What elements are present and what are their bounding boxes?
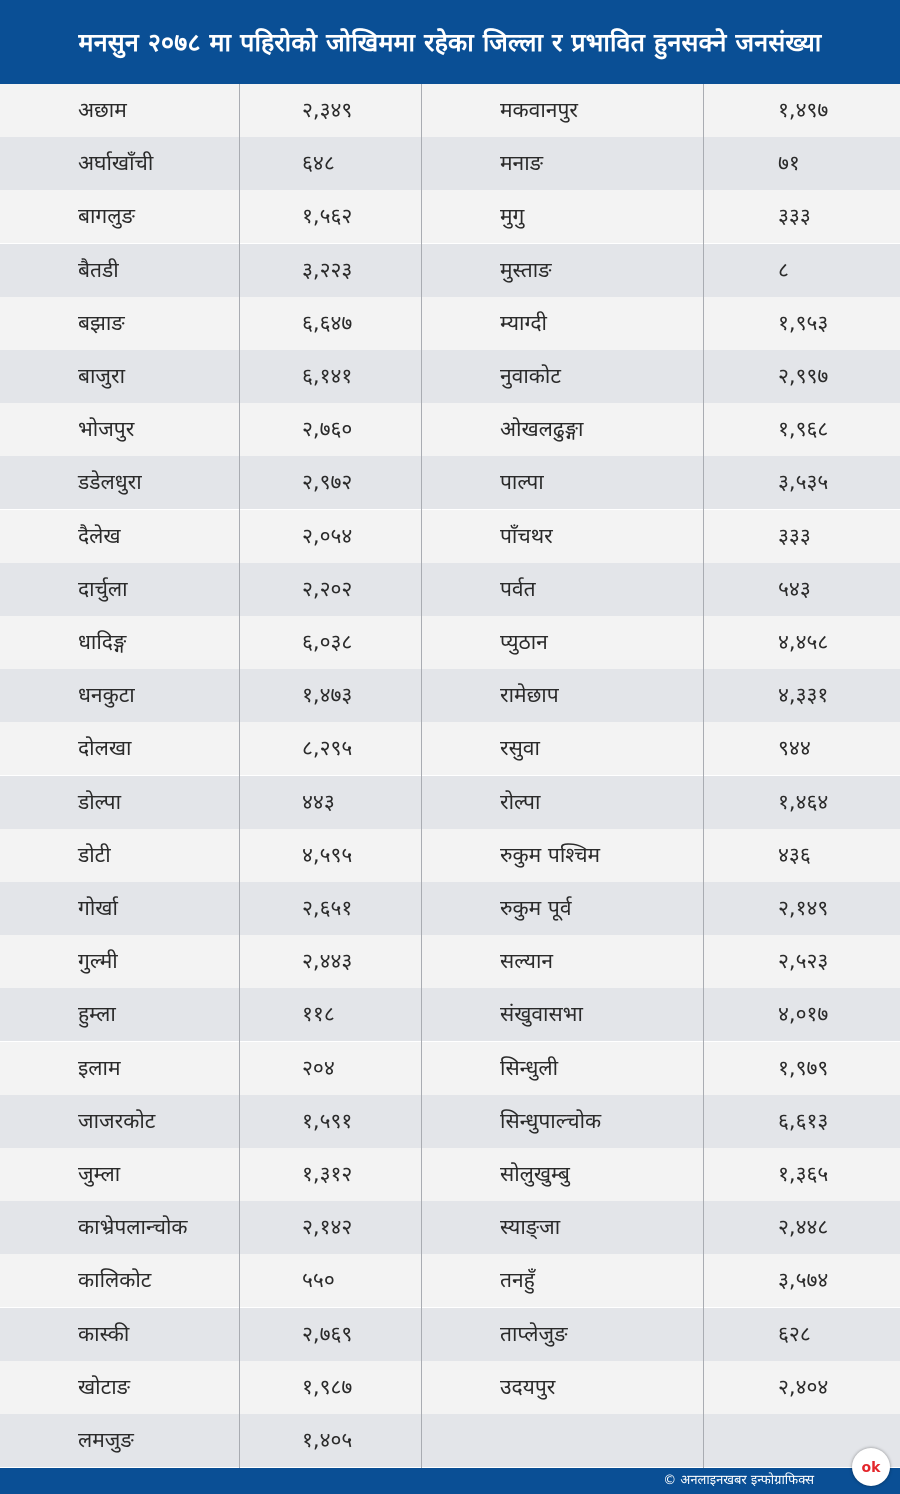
population-value: २,७६९ <box>302 1321 353 1346</box>
onlinekhabar-logo <box>852 1448 890 1486</box>
logo-mark-icon <box>857 1459 885 1475</box>
table-row <box>0 137 900 190</box>
district-name: हुम्ला <box>78 1002 116 1027</box>
population-value: ६,१४१ <box>302 364 353 388</box>
population-value: ३,५३५ <box>778 470 829 495</box>
footer-bar <box>0 1468 900 1494</box>
district-name: भोजपुर <box>78 417 135 442</box>
district-name: जाजरकोट <box>78 1108 156 1133</box>
population-value: १,५९१ <box>302 1108 353 1133</box>
district-name: दार्चुला <box>78 576 128 601</box>
district-name: जुम्ला <box>78 1162 121 1186</box>
table-row <box>0 350 900 403</box>
table-row <box>0 935 900 988</box>
table-row <box>0 1095 900 1148</box>
population-value: १,९७९ <box>778 1055 829 1080</box>
population-value: ७१ <box>778 151 800 176</box>
district-name: सिन्धुपाल्चोक <box>500 1108 602 1133</box>
population-value: ३,५७४ <box>778 1268 829 1293</box>
district-name: इलाम <box>78 1055 121 1080</box>
district-name: स्याङ्जा <box>500 1215 561 1240</box>
population-value: ८ <box>778 257 789 282</box>
population-value: २,१४२ <box>302 1215 353 1240</box>
population-value: ४,४५८ <box>778 630 829 654</box>
district-name: रुकुम पूर्व <box>500 896 572 920</box>
population-value: २,२०२ <box>302 576 353 601</box>
table-row <box>0 776 900 829</box>
district-name: डोल्पा <box>78 789 122 814</box>
title-bar <box>0 0 900 84</box>
population-value: ३३३ <box>778 523 811 548</box>
population-value: २,९९७ <box>778 364 829 388</box>
district-name: कालिकोट <box>78 1268 152 1293</box>
table-row <box>0 988 900 1041</box>
district-name: पाँचथर <box>500 523 553 548</box>
district-name: प्युठान <box>500 630 548 654</box>
population-value: १,४६४ <box>778 789 829 814</box>
district-name: दोलखा <box>78 736 132 761</box>
population-value: २,३४९ <box>302 98 353 122</box>
district-name: काभ्रेपलान्चोक <box>78 1215 188 1240</box>
district-name: नुवाकोट <box>500 364 561 388</box>
population-value: १,३१२ <box>302 1162 353 1186</box>
population-value: ४,५९५ <box>302 842 353 867</box>
logo-text: ok <box>861 1460 881 1475</box>
district-name: धादिङ्ग <box>78 630 127 654</box>
district-name: पाल्पा <box>500 470 544 495</box>
district-name: गुल्मी <box>78 949 118 974</box>
population-value: २०४ <box>302 1055 335 1080</box>
population-value: १,४९७ <box>778 98 829 122</box>
district-name: लमजुङ <box>78 1428 134 1452</box>
district-name: ओखलढुङ्गा <box>500 417 584 442</box>
population-value: २,४४८ <box>778 1215 829 1240</box>
population-value: ६,६४७ <box>302 310 353 335</box>
table-row <box>0 244 900 297</box>
district-name: मकवानपुर <box>500 98 578 122</box>
district-name: मुस्ताङ <box>500 257 552 282</box>
population-value: १,३६५ <box>778 1162 829 1186</box>
population-value: १,४०५ <box>302 1428 353 1452</box>
population-value: ४४३ <box>302 789 335 814</box>
district-name: रसुवा <box>500 736 540 761</box>
district-name: बागलुङ <box>78 204 135 229</box>
table-row <box>0 403 900 456</box>
population-value: १,९८७ <box>302 1374 353 1399</box>
population-value: ३,२२३ <box>302 257 353 282</box>
population-value: २,९७२ <box>302 470 353 495</box>
column-divider <box>239 84 240 1468</box>
district-name: धनकुटा <box>78 683 135 708</box>
table-row <box>0 1042 900 1095</box>
table-row <box>0 1414 900 1467</box>
district-name: सोलुखुम्बु <box>500 1162 570 1186</box>
district-name: तनहुँ <box>500 1268 535 1293</box>
table-row <box>0 1148 900 1201</box>
population-value: ४,३३१ <box>778 683 829 708</box>
population-value: ६,०३८ <box>302 630 353 654</box>
population-value: ९४४ <box>778 736 811 761</box>
population-value: ३३३ <box>778 204 811 229</box>
table-row <box>0 1361 900 1414</box>
table-row <box>0 510 900 563</box>
district-name: सल्यान <box>500 949 554 974</box>
district-name: म्याग्दी <box>500 310 547 335</box>
population-value: ४३६ <box>778 842 811 867</box>
population-value: २,४४३ <box>302 949 353 974</box>
population-value: १,४७३ <box>302 683 353 708</box>
population-value: २,०५४ <box>302 523 353 548</box>
population-value: २,६५१ <box>302 896 353 920</box>
district-name: मनाङ <box>500 151 544 176</box>
district-name: रामेछाप <box>500 683 559 708</box>
district-name: मुगु <box>500 204 525 229</box>
district-name: अर्घाखाँची <box>78 151 154 176</box>
table-row <box>0 84 900 137</box>
population-value: ११८ <box>302 1002 335 1027</box>
table-row <box>0 882 900 935</box>
population-value: २,१४९ <box>778 896 829 920</box>
table-row <box>0 669 900 722</box>
column-divider <box>703 84 704 1468</box>
population-value: १,५६२ <box>302 204 353 229</box>
table-row <box>0 1254 900 1307</box>
population-value: ८,२९५ <box>302 736 353 761</box>
table-row <box>0 456 900 509</box>
district-name: दैलेख <box>78 523 121 548</box>
column-divider <box>421 84 422 1468</box>
district-name: रुकुम पश्चिम <box>500 842 601 867</box>
table-row <box>0 829 900 882</box>
district-name: बाजुरा <box>78 364 126 388</box>
district-name: बझाङ <box>78 310 125 335</box>
population-value: ५५० <box>302 1268 335 1293</box>
page-title: मनसुन २०७८ मा पहिरोको जोखिममा रहेका जिल्ला र प्रभावित हुनसक्ने जनसंख्या <box>78 28 822 57</box>
district-name: बैतडी <box>78 257 119 282</box>
district-name: ताप्लेजुङ <box>500 1321 568 1346</box>
district-name: डोटी <box>78 842 111 867</box>
district-name: गोर्खा <box>78 896 118 920</box>
district-name: रोल्पा <box>500 789 541 814</box>
population-value: १,९६८ <box>778 417 829 442</box>
district-name: संखुवासभा <box>500 1002 583 1027</box>
district-name: अछाम <box>78 98 127 122</box>
population-value: ६२८ <box>778 1321 811 1346</box>
population-value: ५४३ <box>778 576 811 601</box>
credit-text: © अनलाइनखबर इन्फोग्राफिक्स <box>663 1473 814 1488</box>
district-name: सिन्धुली <box>500 1055 559 1080</box>
district-name: खोटाङ <box>78 1374 131 1399</box>
population-value: ४,०१७ <box>778 1002 829 1027</box>
table-row <box>0 616 900 669</box>
population-value: २,७६० <box>302 417 353 442</box>
population-value: ६,६१३ <box>778 1108 829 1133</box>
district-name: कास्की <box>78 1321 130 1346</box>
population-value: २,४०४ <box>778 1374 829 1399</box>
district-name: पर्वत <box>500 576 536 601</box>
table-row <box>0 297 900 350</box>
population-value: १,९५३ <box>778 310 829 335</box>
table-row <box>0 190 900 243</box>
table-row <box>0 722 900 775</box>
table-row <box>0 1308 900 1361</box>
population-value: ६४८ <box>302 151 335 176</box>
district-name: डडेलधुरा <box>78 470 142 495</box>
population-value: २,५२३ <box>778 949 829 974</box>
district-name: उदयपुर <box>500 1374 556 1399</box>
table-row <box>0 563 900 616</box>
table-row <box>0 1201 900 1254</box>
